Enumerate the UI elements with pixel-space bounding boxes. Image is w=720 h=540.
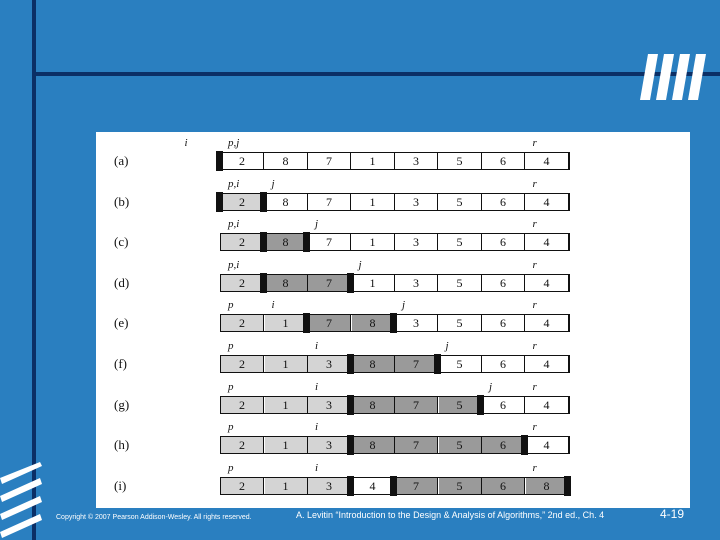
array-cell: 8 [352, 397, 395, 413]
array-cell: 2 [221, 315, 264, 331]
row-label: (i) [114, 477, 127, 493]
array-cell: 4 [526, 397, 569, 413]
boundary-bar [303, 232, 310, 252]
array-row [220, 436, 570, 454]
frame-vertical-line [32, 0, 36, 540]
array-cell: 1 [265, 315, 308, 331]
index-marker: j [402, 299, 406, 312]
array-cell: 8 [265, 275, 308, 291]
array-cell: 8 [526, 478, 569, 494]
array-row [220, 314, 570, 332]
array-cell: 3 [308, 356, 351, 372]
index-marker: r [532, 299, 537, 312]
array-cell: 4 [526, 194, 569, 210]
row-label: (d) [114, 274, 130, 290]
array-cell: 2 [221, 356, 264, 372]
array-cell: 4 [526, 153, 569, 169]
index-marker: r [532, 218, 537, 231]
row-label: (c) [114, 234, 129, 250]
index-marker: i [184, 137, 188, 149]
array-cell: 6 [482, 234, 525, 250]
index-marker: p,i [228, 177, 240, 190]
array-row [220, 193, 570, 211]
boundary-bar [260, 273, 267, 293]
boundary-bar [216, 151, 223, 171]
citation-text: A. Levitin “Introduction to the Design & Analysis of Algorithms,” 2nd ed., Ch. 4 [296, 510, 605, 520]
array-cell: 1 [265, 437, 308, 453]
index-marker: r [532, 380, 537, 393]
array-row [220, 152, 570, 170]
boundary-bar [347, 476, 354, 496]
array-cell: 2 [221, 275, 264, 291]
array-cell: 6 [482, 437, 525, 453]
array-cell: 2 [221, 478, 264, 494]
publisher-logo-icon [640, 52, 714, 102]
row-label: (e) [114, 315, 129, 331]
array-cell: 2 [221, 194, 264, 210]
array-cell: 5 [439, 234, 482, 250]
index-marker: r [532, 258, 537, 271]
index-marker: i [315, 461, 319, 474]
index-marker: p [228, 461, 234, 474]
index-marker: j [358, 258, 362, 271]
array-cell: 1 [265, 397, 308, 413]
index-marker: i [315, 380, 319, 393]
array-cell: 3 [308, 397, 351, 413]
array-cell: 7 [308, 194, 351, 210]
array-row [220, 396, 570, 414]
array-cell: 5 [439, 356, 482, 372]
row-label: (b) [114, 193, 130, 209]
array-cell: 1 [265, 356, 308, 372]
boundary-bar [347, 354, 354, 374]
array-cell: 6 [482, 275, 525, 291]
array-cell: 2 [221, 437, 264, 453]
array-row [220, 477, 570, 495]
boundary-bar [434, 354, 441, 374]
index-marker: j [271, 177, 275, 190]
index-marker: r [532, 421, 537, 434]
boundary-bar [477, 395, 484, 415]
array-cell: 3 [308, 478, 351, 494]
array-cell: 8 [265, 153, 308, 169]
boundary-bar [260, 192, 267, 212]
index-marker: j [489, 380, 493, 393]
boundary-bar [347, 395, 354, 415]
array-cell: 4 [526, 315, 569, 331]
array-cell: 5 [439, 153, 482, 169]
array-cell: 5 [439, 275, 482, 291]
array-cell: 8 [265, 234, 308, 250]
index-marker: p [228, 340, 234, 352]
array-row [220, 274, 570, 292]
array-cell: 6 [482, 478, 525, 494]
array-cell: 3 [395, 153, 438, 169]
index-marker: r [532, 340, 537, 352]
index-marker: r [532, 461, 537, 474]
array-cell: 4 [526, 356, 569, 372]
array-cell: 7 [308, 315, 351, 331]
array-cell: 3 [308, 437, 351, 453]
copyright-text: Copyright © 2007 Pearson Addison-Wesley. All rights reserved. [56, 514, 252, 521]
array-cell: 5 [439, 315, 482, 331]
array-cell: 3 [395, 194, 438, 210]
side-logo-icon [0, 462, 44, 540]
array-cell: 3 [395, 315, 438, 331]
array-cell: 4 [352, 478, 395, 494]
array-cell: 7 [395, 397, 438, 413]
array-cell: 5 [439, 397, 482, 413]
array-cell: 6 [482, 315, 525, 331]
array-cell: 8 [265, 194, 308, 210]
array-cell: 6 [482, 356, 525, 372]
frame-horizontal-line [32, 72, 720, 76]
index-marker: p,i [228, 218, 240, 231]
page-number: 4-19 [660, 507, 685, 521]
index-marker: p [228, 380, 234, 393]
array-cell: 3 [395, 234, 438, 250]
index-marker: p [228, 421, 234, 434]
array-cell: 1 [352, 153, 395, 169]
boundary-bar [260, 232, 267, 252]
array-cell: 8 [352, 437, 395, 453]
index-marker: i [315, 421, 319, 434]
array-cell: 5 [439, 437, 482, 453]
partition-figure [96, 132, 690, 508]
array-cell: 3 [395, 275, 438, 291]
index-marker: j [445, 340, 449, 352]
boundary-bar [390, 313, 397, 333]
index-marker: i [315, 340, 319, 352]
row-label: (g) [114, 396, 130, 412]
array-cell: 2 [221, 234, 264, 250]
row-label: (h) [114, 437, 130, 453]
boundary-bar [216, 192, 223, 212]
array-cell: 6 [482, 397, 525, 413]
array-cell: 7 [308, 153, 351, 169]
index-marker: p,j [228, 137, 240, 149]
boundary-bar [521, 435, 528, 455]
boundary-bar [390, 476, 397, 496]
array-cell: 6 [482, 194, 525, 210]
array-cell: 7 [308, 234, 351, 250]
index-marker: r [532, 137, 537, 149]
boundary-bar [303, 313, 310, 333]
array-cell: 7 [308, 275, 351, 291]
array-cell: 6 [482, 153, 525, 169]
boundary-bar [347, 435, 354, 455]
array-cell: 5 [439, 194, 482, 210]
array-cell: 1 [352, 234, 395, 250]
index-marker: j [315, 218, 319, 231]
row-label: (f) [114, 356, 127, 371]
array-cell: 8 [352, 315, 395, 331]
array-row [220, 233, 570, 251]
array-cell: 2 [221, 397, 264, 413]
array-cell: 1 [352, 275, 395, 291]
array-cell: 1 [265, 478, 308, 494]
array-cell: 4 [526, 234, 569, 250]
array-row [220, 355, 570, 373]
row-label: (a) [114, 153, 129, 168]
index-marker: p [228, 299, 234, 312]
array-cell: 1 [352, 194, 395, 210]
array-cell: 7 [395, 478, 438, 494]
array-cell: 4 [526, 437, 569, 453]
index-marker: i [271, 299, 275, 312]
array-cell: 7 [395, 356, 438, 372]
boundary-bar [564, 476, 571, 496]
index-marker: p,i [228, 258, 240, 271]
index-marker: r [532, 177, 537, 190]
array-cell: 2 [221, 153, 264, 169]
array-cell: 5 [439, 478, 482, 494]
array-cell: 4 [526, 275, 569, 291]
array-cell: 8 [352, 356, 395, 372]
boundary-bar [347, 273, 354, 293]
array-cell: 7 [395, 437, 438, 453]
